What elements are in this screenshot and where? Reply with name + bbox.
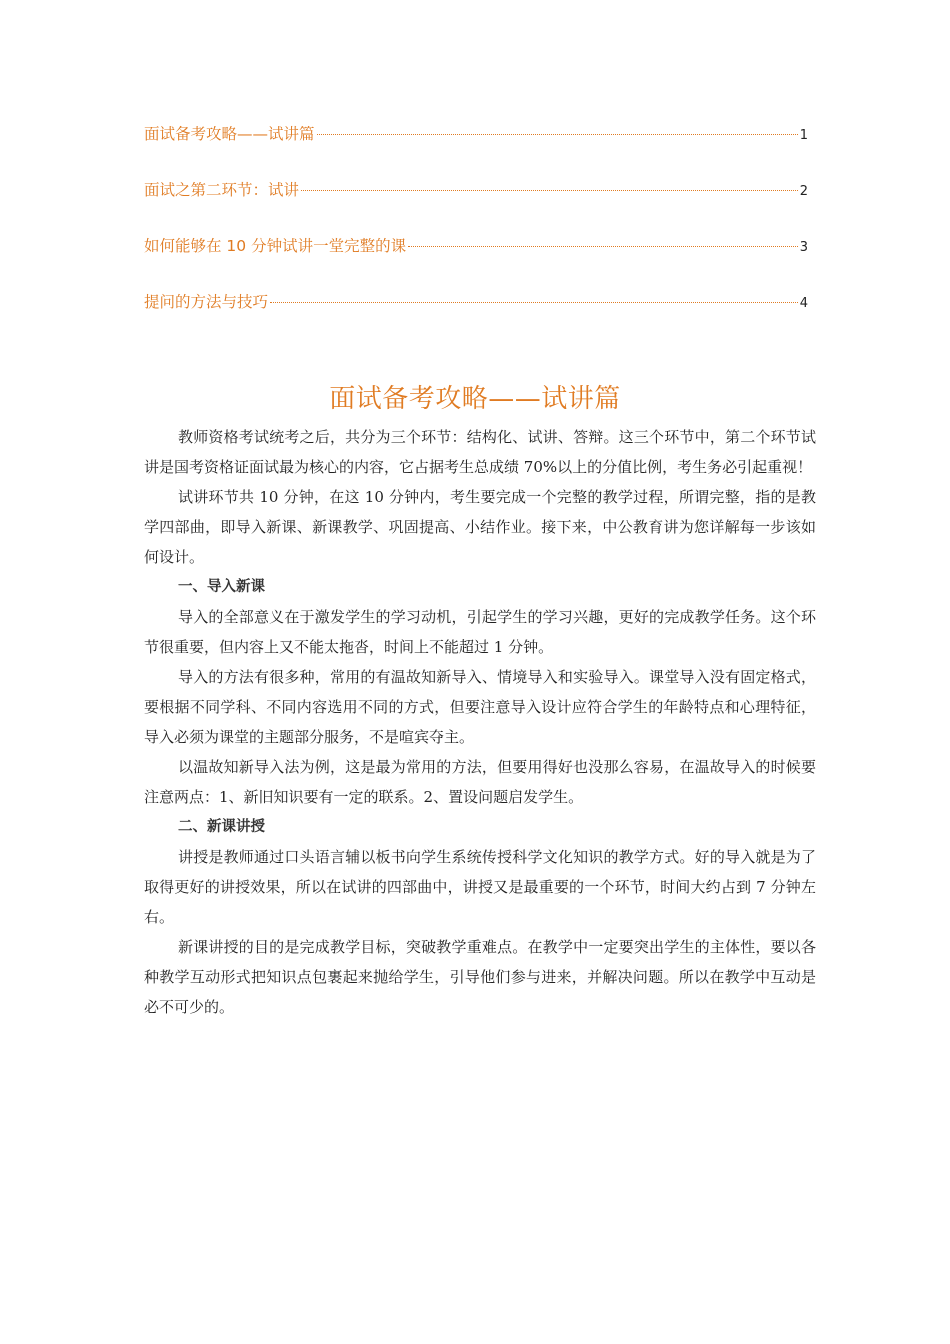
toc-entry-1[interactable]: [144, 122, 808, 150]
toc-entry-4[interactable]: [144, 290, 808, 318]
body-paragraph: 新课讲授的目的是完成教学目标，突破教学重难点。在教学中一定要突出学生的主体性，要以各种教学互动形式把知识点包裹起来抛给学生，引导他们参与进来，并解决问题。所以在教学中互动是必不可少的。: [144, 938, 816, 1016]
body-paragraph: 导入的全部意义在于激发学生的学习动机，引起学生的学习兴趣，更好的完成教学任务。这个环节很重要，但内容上又不能太拖沓，时间上不能超过 1 分钟。: [144, 608, 816, 656]
section-heading: 二、新课讲授: [178, 819, 265, 835]
toc-entry-page: 1: [799, 128, 808, 143]
toc-entry-page: 3: [799, 240, 808, 255]
document-body: [144, 422, 816, 1022]
body-paragraph: 导入的方法有很多种，常用的有温故知新导入、情境导入和实验导入。课堂导入没有固定格式，要根据不同学科、不同内容选用不同的方式，但要注意导入设计应符合学生的年龄特点和心理特征，导入必须为课堂的主题部分服务，不是喧宾夺主。: [144, 668, 816, 746]
toc-leader-dots: [301, 190, 798, 191]
body-paragraph: 以温故知新导入法为例，这是最为常用的方法，但要用得好也没那么容易，在温故导入的时候要注意两点：1、新旧知识要有一定的联系。2、置设问题启发学生。: [144, 758, 816, 806]
body-paragraph: 教师资格考试统考之后，共分为三个环节：结构化、试讲、答辩。这三个环节中，第二个环节试讲是国考资格证面试最为核心的内容，它占据考生总成绩 70%以上的分值比例，考生务必引起重视！: [144, 428, 816, 476]
toc-entry-2[interactable]: [144, 178, 808, 206]
body-paragraph: 讲授是教师通过口头语言辅以板书向学生系统传授科学文化知识的教学方式。好的导入就是为了取得更好的讲授效果，所以在试讲的四部曲中，讲授又是最重要的一个环节，时间大约占到 7 分钟左右。: [144, 848, 816, 926]
toc-entry-title[interactable]: 面试备考攻略——试讲篇: [144, 125, 315, 143]
toc-entry-title[interactable]: 面试之第二环节：试讲: [144, 181, 300, 199]
toc-entry-page: 2: [799, 184, 808, 199]
body-paragraph: 试讲环节共 10 分钟，在这 10 分钟内，考生要完成一个完整的教学过程，所谓完整，指的是教学四部曲，即导入新课、新课教学、巩固提高、小结作业。接下来，中公教育讲为您详解每一步该如何设计。: [144, 488, 816, 566]
toc-leader-dots: [408, 246, 798, 247]
toc-entry-title[interactable]: 提问的方法与技巧: [144, 293, 269, 311]
toc-leader-dots: [270, 302, 798, 303]
toc-leader-dots: [317, 134, 798, 135]
section-heading: 一、导入新课: [178, 579, 265, 595]
document-title: 面试备考攻略——试讲篇: [329, 384, 621, 414]
toc-entry-page: 4: [799, 296, 808, 311]
toc-entry-title[interactable]: 如何能够在 10 分钟试讲一堂完整的课: [144, 237, 407, 255]
toc-entry-3[interactable]: [144, 234, 808, 262]
table-of-contents: [144, 122, 808, 346]
